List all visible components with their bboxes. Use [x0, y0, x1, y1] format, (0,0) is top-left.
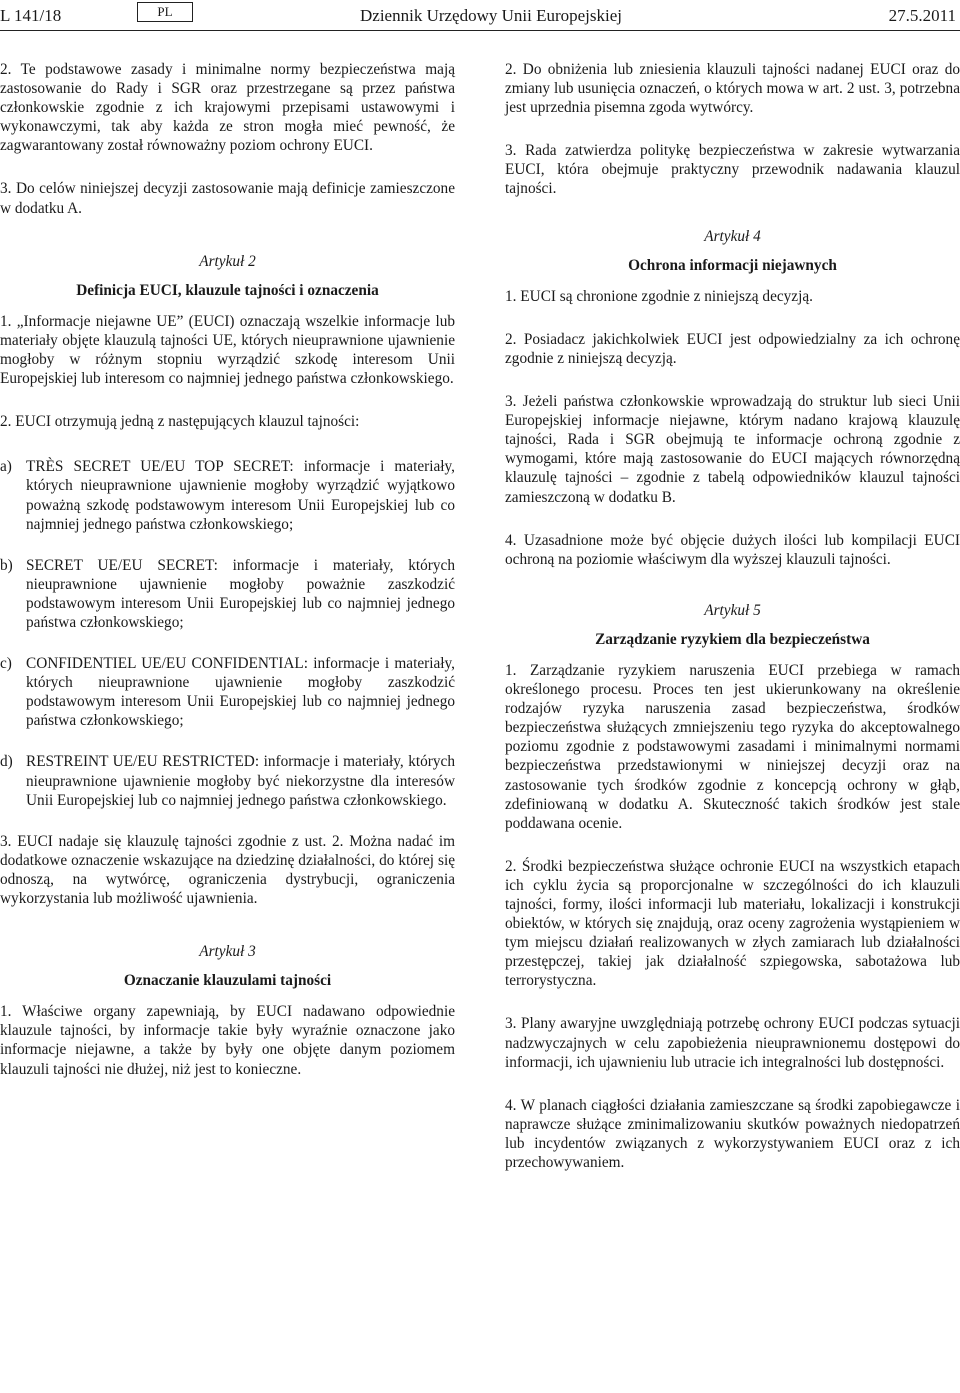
publication-date: 27.5.2011 [888, 6, 956, 25]
right-column [505, 60, 960, 1186]
language-badge: PL [137, 2, 193, 22]
paragraph: 4. Uzasadnione może być objęcie dużych ilości lub kompilacji EUCI ochroną na poziomie właściwym dla wyższej klauzuli tajności. [505, 531, 960, 568]
paragraph: 1. „Informacje niejawne UE” (EUCI) oznaczają wszelkie informacje lub materiały objęte klauzulą tajności UE, których nieuprawnione ujawnienie mogłoby w różnym stopniu wyrządzić szkodę interesom Unii Europejskiej lub interesom co najmniej jednego państwa członkowskiego. [0, 312, 455, 388]
paragraph: 1. Zarządzanie ryzykiem naruszenia EUCI przebiega w ramach określonego procesu. Proces ten jest ukierunkowany na określenie rodzajów ryzyka naruszenia zasad bezpieczeństwa, środków bezpieczeństwa służących zmniejszeniu tego ryzyka do akceptowalnego poziomu zgodnie z podstawowymi zasadami i minimalnymi normami bezpieczeństwa przedstawionymi w niniejszej decyzji oraz na zastosowanie tych środków zgodnie z koncepcją ochrony w głąb, zdefiniowaną w dodatku A. Skuteczność takich środków jest stale poddawana ocenie. [505, 661, 960, 832]
article-title: Zarządzanie ryzykiem dla bezpieczeństwa [595, 630, 870, 648]
paragraph: 1. Właściwe organy zapewniają, by EUCI nadawano odpowiednie klauzule tajności, by informacje takie były wyraźnie oznaczone jako informacje niejawne, a także by były one objęte danym poziomem klauzuli tajności nie dłużej, niż jest to konieczne. [0, 1003, 455, 1078]
paragraph: 2. Środki bezpieczeństwa służące ochronie EUCI na wszystkich etapach ich cyklu życia są proporcjonalne w szczególności do ich klauzuli tajności, formy, ilości informacji lub materiału, lokalizacji i konstrukcji obiektów, w których się znajdują, oraz oceny zagrożenia wystąpieniem w tym miejscu działań realizowanych w złych zamiarach lub działalności przestępczej, takiej jak działalność szpiegowska, sabotażowa lub terrorystyczna. [505, 857, 960, 990]
article-number: Artykuł 4 [704, 227, 761, 245]
list-item-label: d) [0, 753, 13, 771]
journal-title: Dziennik Urzędowy Unii Europejskiej [360, 6, 623, 25]
article-title: Definicja EUCI, klauzule tajności i oznaczenia [76, 281, 379, 299]
list-item-text: CONFIDENTIEL UE/EU CONFIDENTIAL: informacje i materiały, których nieuprawnione ujawnienie mogłoby zaszkodzić podstawowym interesom Unii Europejskiej lub co najmniej jednego państwa członkowskiego; [26, 655, 455, 730]
paragraph: 2. EUCI otrzymują jedną z następujących klauzul tajności: [0, 413, 360, 431]
article-number: Artykuł 5 [704, 601, 761, 619]
paragraph: 2. Do obniżenia lub zniesienia klauzuli tajności nadanej EUCI oraz do zmiany lub usunięcia oznaczeń, o których mowa w art. 2 ust. 3, potrzebna jest uprzednia pisemna zgoda wytwórcy. [505, 61, 960, 117]
list-item [0, 556, 455, 632]
paragraph: 3. Plany awaryjne uwzględniają potrzebę ochrony EUCI podczas sytuacji nadzwyczajnych w celu zapobieżenia nieuprawnionemu dostępowi do informacji, ich ujawnieniu lub utracie ich integralności lub dostępności. [505, 1015, 960, 1071]
page-reference: L 141/18 [0, 6, 62, 25]
page-header [0, 4, 960, 30]
paragraph: 1. EUCI są chronione zgodnie z niniejszą decyzją. [505, 287, 813, 305]
article-title: Oznaczanie klauzulami tajności [123, 972, 332, 990]
list-item [0, 654, 455, 730]
left-column [0, 60, 455, 1093]
article-title: Ochrona informacji niejawnych [628, 256, 837, 274]
list-item-label: b) [0, 556, 13, 574]
list-item [0, 752, 455, 809]
paragraph: 4. W planach ciągłości działania zamieszczane są środki zapobiegawcze i naprawcze służące zminimalizowaniu skutków poważnych niedopatrzeń lub incydentów związanych z wykorzystywaniem EUCI oraz z ich przechowywaniem. [505, 1096, 960, 1172]
paragraph: 3. Do celów niniejszej decyzji zastosowanie mają definicje zamieszczone w dodatku A. [0, 180, 455, 217]
paragraph: 2. Te podstawowe zasady i minimalne normy bezpieczeństwa mają zastosowanie do Rady i SGR oraz przestrzegane są przez państwa członkowskie zgodnie z ich krajowymi przepisami ustawowymi i wykonawczymi, tak aby każda ze stron mogła mieć pewność, że zagwarantowany został równoważny poziom ochrony EUCI. [0, 61, 455, 155]
article-number: Artykuł 2 [199, 252, 256, 270]
paragraph: 3. Jeżeli państwa członkowskie wprowadzają do struktur lub sieci Unii Europejskiej informacje niejawne, którym nadano krajową klauzulę tajności, Rada i SGR obejmują te informacje ochroną zgodnie z wymogami, które mają zastosowanie do EUCI mających równorzędną klauzulę tajności – zgodnie z tabelą odpowiedników klauzul tajności zamieszczoną w dodatku B. [505, 393, 960, 506]
list-item-text: RESTREINT UE/EU RESTRICTED: informacje i materiały, których nieuprawnione ujawnienie mogłoby być niekorzystne dla interesów Unii Europejskiej lub co najmniej jednego państwa członkowskiego. [26, 753, 455, 809]
article-number: Artykuł 3 [199, 943, 256, 961]
list-item [0, 457, 455, 533]
list-item-text: SECRET UE/EU SECRET: informacje i materiały, których nieuprawnione ujawnienie mogłoby poważnie zaszkodzić podstawowym interesom Unii Europejskiej lub co najmniej jednego państwa członkowskiego; [26, 556, 455, 631]
paragraph: 3. Rada zatwierdza politykę bezpieczeństwa w zakresie wytwarzania EUCI, która obejmuje praktyczny przewodnik nadawania klauzul tajności. [505, 142, 960, 198]
paragraph: 2. Posiadacz jakichkolwiek EUCI jest odpowiedzialny za ich ochronę zgodnie z niniejszą decyzją. [505, 330, 960, 367]
list-item-label: c) [0, 655, 12, 673]
header-rule [0, 30, 960, 31]
paragraph: 3. EUCI nadaje się klauzulę tajności zgodnie z ust. 2. Można nadać im dodatkowe oznaczenie wskazujące na dziedzinę działalności, do której się odnoszą, na wytwórcę, ograniczenia dystrybucji, ograniczenia wykorzystania lub możliwość ujawnienia. [0, 832, 455, 907]
list-item-text: TRÈS SECRET UE/EU TOP SECRET: informacje i materiały, których nieuprawnione ujawnienie mogłoby wyrządzić wyjątkowo poważną szkodę podstawowym interesom Unii Europejskiej lub co najmniej jednego państwa członkowskiego; [26, 458, 455, 533]
list-item-label: a) [0, 458, 12, 476]
